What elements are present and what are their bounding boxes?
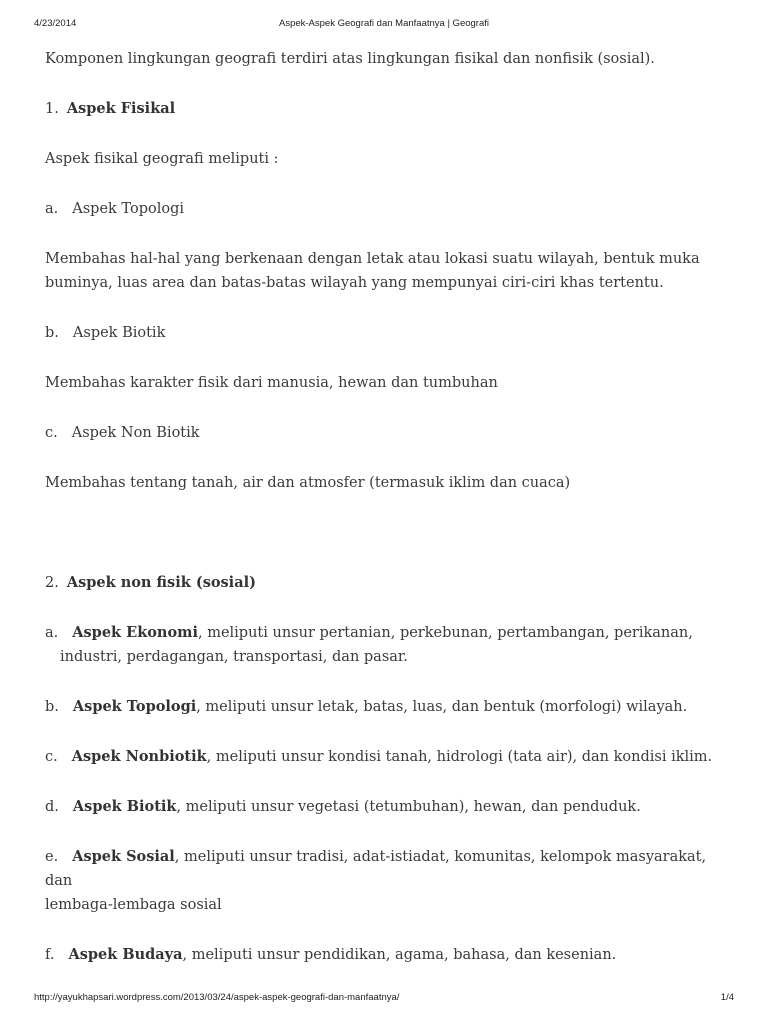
item-marker: e. (45, 849, 59, 865)
section1-item-a (45, 197, 735, 221)
section1-item-c (45, 421, 735, 445)
item-marker: c. (45, 425, 58, 441)
page-number: 1/4 (720, 992, 734, 1003)
section1-title: Aspek Fisikal (66, 100, 176, 117)
section-spacer (45, 521, 735, 571)
print-date: 4/23/2014 (34, 18, 77, 29)
item-marker: b. (45, 699, 59, 715)
article-body (45, 47, 735, 993)
item-marker: b. (45, 325, 59, 341)
item-marker: d. (45, 799, 59, 815)
section2-item-b (45, 695, 735, 719)
item-title: Aspek Sosial (72, 848, 175, 865)
item-desc: , meliputi unsur vegetasi (tetumbuhan), hewan, dan penduduk. (176, 799, 641, 815)
section2-item-d (45, 795, 735, 819)
item-desc: , meliputi unsur letak, batas, luas, dan bentuk (morfologi) wilayah. (196, 699, 688, 715)
item-marker: a. (45, 625, 59, 641)
item-title: Aspek Biotik (72, 325, 166, 341)
section1-item-a-desc: Membahas hal-hal yang berkenaan dengan letak atau lokasi suatu wilayah, bentuk muka buminya, luas area dan batas-batas wilayah yang mempunyai ciri-ciri khas tertentu. (45, 251, 700, 291)
item-marker: c. (45, 749, 58, 765)
section1-number: 1. (45, 101, 59, 117)
item-desc-cont: lembaga-lembaga sosial (45, 897, 222, 913)
section1-item-b (45, 321, 735, 345)
item-title: Aspek Nonbiotik (71, 748, 207, 765)
section1-item-b-desc: Membahas karakter fisik dari manusia, hewan dan tumbuhan (45, 375, 498, 391)
item-title: Aspek Ekonomi (72, 624, 198, 641)
section2-heading (45, 571, 735, 595)
page-header (0, 18, 768, 34)
section1-heading (45, 97, 735, 121)
section2-number: 2. (45, 575, 59, 591)
item-title: Aspek Biotik (72, 798, 177, 815)
section2-item-e (45, 845, 735, 917)
item-desc: , meliputi unsur pertanian, perkebunan, pertambangan, perikanan, (197, 625, 693, 641)
item-desc: , meliputi unsur tradisi, adat-istiadat, komunitas, kelompok masyarakat, dan (45, 849, 707, 889)
item-desc-cont: industri, perdagangan, transportasi, dan pasar. (60, 649, 408, 665)
intro-paragraph: Komponen lingkungan geografi terdiri atas lingkungan fisikal dan nonfisik (sosial). (45, 51, 655, 67)
section2-item-c (45, 745, 735, 769)
page-footer (0, 992, 768, 1008)
item-title: Aspek Budaya (68, 946, 183, 963)
item-title: Aspek Topologi (72, 201, 185, 217)
page-title: Aspek-Aspek Geografi dan Manfaatnya | Geografi (278, 18, 489, 29)
item-title: Aspek Non Biotik (71, 425, 200, 441)
section2-item-f (45, 943, 735, 967)
item-marker: f. (45, 947, 55, 963)
item-marker: a. (45, 201, 59, 217)
section2-item-a (45, 621, 735, 669)
item-desc: , meliputi unsur pendidikan, agama, bahasa, dan kesenian. (182, 947, 617, 963)
item-desc: , meliputi unsur kondisi tanah, hidrologi (tata air), dan kondisi iklim. (206, 749, 713, 765)
item-title: Aspek Topologi (72, 698, 197, 715)
section1-lead: Aspek fisikal geografi meliputi : (45, 151, 279, 167)
source-url: http://yayukhapsari.wordpress.com/2013/03/24/aspek-aspek-geografi-dan-manfaatnya/ (34, 992, 400, 1003)
section2-title: Aspek non fisik (sosial) (66, 574, 256, 591)
section1-item-c-desc: Membahas tentang tanah, air dan atmosfer (termasuk iklim dan cuaca) (45, 475, 571, 491)
